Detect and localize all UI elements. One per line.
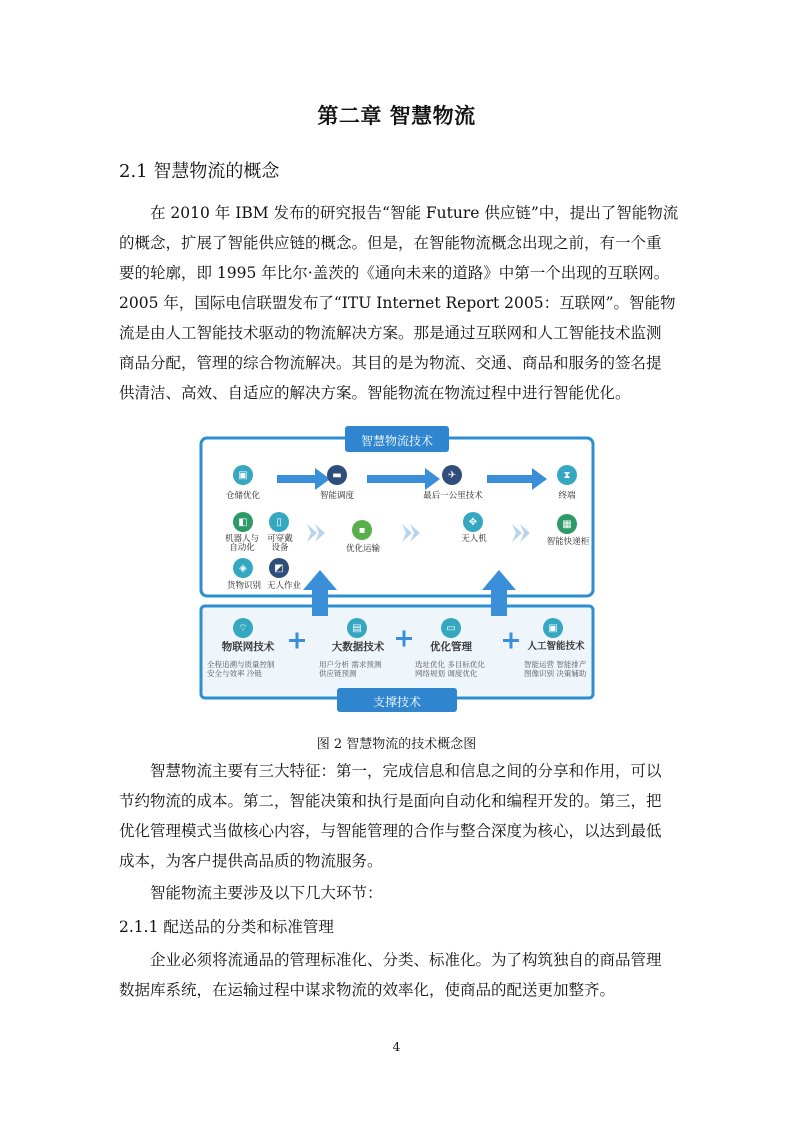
- support-ai-desc-1: 智能运营 智能排产: [524, 660, 587, 669]
- robot-line-1: 机器人与: [224, 534, 259, 544]
- node-wearable: [261, 535, 299, 554]
- node-dispatch: 智能调度: [319, 491, 354, 501]
- support-optimization-desc-2: 网络规划 调度优化: [415, 669, 478, 679]
- node-warehouse: 仓储优化: [225, 491, 260, 501]
- support-bigdata-desc-1: 用户分析 需求预测: [319, 660, 382, 669]
- support-iot-desc-2: 安全与效率 冷链: [207, 669, 262, 679]
- support-iot-title: 物联网技术: [221, 641, 275, 653]
- top-banner-label: 智慧物流技术: [360, 434, 433, 448]
- text-line: 流是由人工智能技术驱动的物流解决方案。那是通过互联网和人工智能技术监测: [119, 324, 662, 342]
- support-bigdata-desc-2: 供应链预测: [319, 669, 357, 679]
- support-optimization-title: 优化管理: [430, 641, 472, 653]
- node-cargo-recognition: 货物识别: [226, 581, 261, 591]
- wearable-line-1: 可穿戴: [267, 534, 293, 544]
- support-optimization-desc-1: 选址优化 多目标优化: [415, 660, 485, 669]
- robot-line-2: 自动化: [229, 543, 255, 554]
- paragraph-concept: [119, 198, 679, 408]
- wearable-line-2: 设备: [271, 543, 289, 554]
- node-last-mile: 最后一公里技术: [423, 491, 483, 501]
- support-ai-desc: [524, 660, 586, 679]
- paragraph-classification: [119, 945, 675, 1005]
- paragraph-intro-links: [119, 878, 675, 908]
- node-unmanned: 无人作业: [266, 581, 301, 591]
- route-icon: ▪: [352, 520, 372, 540]
- hourglass-icon: ⧗: [557, 465, 577, 485]
- locker-icon: ▦: [557, 514, 577, 534]
- text-line: 在 2010 年 IBM 发布的研究报告“智能 Future 供应链”中，提出了智能物流: [150, 204, 679, 222]
- smart-logistics-figure: [197, 420, 597, 715]
- plane-icon: ✈: [442, 465, 462, 485]
- support-ai-desc-2: 图像识别 决策辅助: [524, 669, 587, 679]
- support-bigdata-title: 大数据技术: [331, 641, 385, 653]
- subsection-number: 2.1.1: [119, 918, 159, 936]
- text-line: 智能物流主要涉及以下几大环节：: [150, 884, 383, 902]
- support-iot-desc-1: 全程追溯与质量控制: [207, 660, 275, 669]
- support-ai-title: 人工智能技术: [527, 641, 585, 652]
- text-line: 智慧物流主要有三大特征：第一，完成信息和信息之间的分享和作用，可以: [150, 762, 662, 780]
- text-line: 商品分配，管理的综合物流解决。其目的是为物流、交通、商品和服务的签名提: [119, 354, 662, 372]
- node-drone: 无人机: [461, 534, 487, 544]
- text-line: 供清洁、高效、自适应的解决方案。智能物流在物流过程中进行智能优化。: [119, 384, 631, 402]
- text-line: 企业必须将流通品的管理标准化、分类、标准化。为了构筑独自的商品管理: [150, 951, 662, 969]
- page-number: 4: [392, 1040, 401, 1054]
- top-frame: [201, 438, 593, 596]
- support-optimization-desc: [415, 660, 485, 679]
- subsection-heading: [119, 915, 334, 937]
- warehouse-icon: ▣: [233, 465, 253, 485]
- drone-icon: ✥: [463, 512, 483, 532]
- text-line: 优化管理模式当做核心内容，与智能管理的合作与整合深度为核心，以达到最低: [119, 822, 662, 840]
- ai-chip-icon: ▣: [543, 618, 563, 638]
- subsection-text: 配送品的分类和标准管理: [163, 918, 334, 936]
- text-line: 要的轮廓，即 1995 年比尔·盖茨的《通向未来的道路》中第一个出现的互联网。: [119, 264, 670, 282]
- cube-icon: ◈: [233, 558, 253, 578]
- text-line: 数据库系统，在运输过程中谋求物流的效率化，使商品的配送更加整齐。: [119, 981, 616, 999]
- node-robot: [219, 535, 265, 554]
- bottom-banner-label: 支撑技术: [372, 695, 421, 709]
- forklift-icon: ◩: [269, 558, 289, 578]
- section-heading: 2.1 智慧物流的概念: [119, 161, 280, 182]
- wifi-icon: ⌔: [233, 618, 253, 638]
- support-iot-desc: [207, 660, 275, 679]
- text-line: 节约物流的成本。第二，智能决策和执行是面向自动化和编程开发的。第三，把: [119, 792, 662, 810]
- database-icon: ▤: [347, 618, 367, 638]
- wearable-icon: ▯: [269, 512, 289, 532]
- node-smart-locker: 智能快递柜: [546, 537, 590, 547]
- node-route: 优化运输: [345, 544, 380, 554]
- chapter-title: 第二章 智慧物流: [317, 104, 476, 128]
- text-line: 成本，为客户提供高品质的物流服务。: [119, 852, 383, 870]
- node-terminal: 终端: [558, 491, 576, 501]
- truck-icon: ▬: [327, 465, 347, 485]
- text-line: 的概念，扩展了智能供应链的概念。但是，在智能物流概念出现之前，有一个重: [119, 234, 662, 252]
- support-bigdata-desc: [319, 660, 381, 679]
- monitor-icon: ▭: [441, 618, 461, 638]
- paragraph-features: [119, 756, 675, 876]
- robot-icon: ◧: [233, 512, 253, 532]
- figure-caption: 图 2 智慧物流的技术概念图: [316, 737, 477, 752]
- text-line: 2005 年，国际电信联盟发布了“ITU Internet Report 2005：互联网”。智能物: [119, 294, 676, 312]
